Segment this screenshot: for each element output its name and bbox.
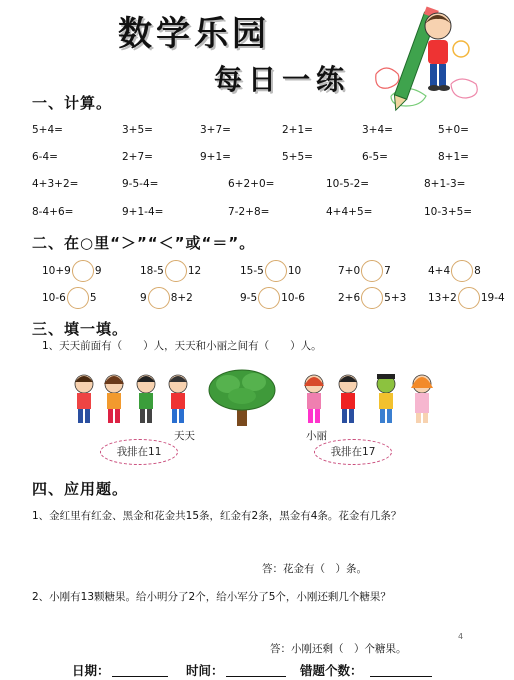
compare-right: 5+3	[384, 292, 407, 304]
answer-circle[interactable]	[265, 260, 287, 282]
answer-circle[interactable]	[67, 287, 89, 309]
calc-item: 8-4+6=	[32, 206, 74, 218]
page-title: 数学乐园	[118, 14, 270, 54]
compare-left: 9-5	[240, 292, 258, 304]
boy-with-pencil-illustration	[356, 4, 506, 116]
calc-item: 6+2+0=	[228, 178, 275, 190]
word-problem-2: 2、小刚有13颗糖果。给小明分了2个，给小军分了5个，小刚还剩几个糖果？	[32, 591, 391, 603]
calc-item: 8+1=	[438, 151, 469, 163]
answer-circle[interactable]	[451, 260, 473, 282]
compare-right: 9	[94, 265, 102, 277]
compare-left: 15-5	[240, 265, 264, 277]
section1-heading: 一、计算。	[32, 94, 113, 112]
calc-item: 4+3+2=	[32, 178, 79, 190]
calc-item: 6-5=	[362, 151, 388, 163]
compare-right: 7	[384, 265, 391, 277]
compare-item	[240, 287, 305, 309]
compare-item	[42, 260, 102, 282]
answer-1: 答：花金有（ ）条。	[262, 563, 367, 575]
answer-circle[interactable]	[458, 287, 480, 309]
compare-right: 10-6	[281, 292, 305, 304]
answer-circle[interactable]	[361, 260, 383, 282]
label-tiantian: 天天	[174, 430, 195, 442]
answer-circle[interactable]	[361, 287, 383, 309]
calc-item: 3+7=	[200, 124, 231, 136]
footer-errors-blank[interactable]	[370, 661, 432, 677]
page-subtitle: 每日一练	[214, 63, 351, 96]
calc-item: 10-3+5=	[424, 206, 473, 218]
answer-circle[interactable]	[165, 260, 187, 282]
compare-item	[428, 287, 505, 309]
calc-item: 3+5=	[122, 124, 153, 136]
answer-circle[interactable]	[72, 260, 94, 282]
calc-item: 6-4=	[32, 151, 58, 163]
footer-errors-label: 错题个数：	[300, 663, 363, 678]
calc-item: 9+1=	[200, 151, 231, 163]
compare-right: 5	[89, 292, 97, 304]
compare-left: 4+4	[428, 265, 451, 277]
footer-date-blank[interactable]	[112, 661, 168, 677]
compare-left: 9	[140, 292, 147, 304]
compare-item	[240, 260, 301, 282]
compare-item	[428, 260, 481, 282]
compare-right: 8	[474, 265, 481, 277]
calc-item: 8+1-3=	[424, 178, 466, 190]
compare-left: 7+0	[338, 265, 361, 277]
answer-2: 答：小刚还剩（ ）个糖果。	[270, 643, 407, 655]
section2-heading: 二、在○里“＞”“＜”或“＝”。	[32, 234, 256, 252]
calc-item: 7-2+8=	[228, 206, 270, 218]
queue-question: 1、天天前面有（ ）人，天天和小丽之间有（ ）人。	[42, 340, 322, 352]
calc-item: 2+7=	[122, 151, 153, 163]
compare-right: 10	[287, 265, 302, 277]
calc-item: 5+5=	[282, 151, 313, 163]
speech-bubble-left: 我排在11	[100, 439, 178, 465]
footer-date-label: 日期：	[72, 663, 110, 678]
compare-left: 10-6	[42, 292, 66, 304]
kids-right-illustration	[300, 372, 440, 428]
compare-item	[42, 287, 97, 309]
compare-item	[338, 287, 406, 309]
calc-item: 9+1-4=	[122, 206, 164, 218]
word-problem-1: 1、金红里有红金、黑金和花金共15条，红金有2条，黑金有4条。花金有几条？	[32, 510, 402, 522]
footer-time-label: 时间：	[186, 663, 224, 678]
compare-left: 18-5	[140, 265, 164, 277]
speech-bubble-right: 我排在17	[314, 439, 392, 465]
calc-item: 5+4=	[32, 124, 63, 136]
calc-item: 5+0=	[438, 124, 469, 136]
compare-left: 10+9	[42, 265, 71, 277]
footer-time-blank[interactable]	[226, 661, 286, 677]
section4-heading: 四、应用题。	[32, 480, 129, 498]
compare-left: 13+2	[428, 292, 457, 304]
calc-item: 2+1=	[282, 124, 313, 136]
answer-circle[interactable]	[258, 287, 280, 309]
compare-item	[140, 260, 201, 282]
compare-item	[140, 287, 193, 309]
label-xiaoli: 小丽	[306, 430, 327, 442]
calc-item: 4+4+5=	[326, 206, 373, 218]
compare-right: 12	[187, 265, 202, 277]
tree-illustration	[206, 366, 278, 428]
compare-right: 19-4	[480, 292, 505, 304]
section3-heading: 三、填一填。	[32, 320, 129, 338]
calc-item: 3+4=	[362, 124, 393, 136]
kids-left-illustration	[70, 372, 200, 428]
compare-item	[338, 260, 391, 282]
calc-item: 9-5-4=	[122, 178, 159, 190]
answer-circle[interactable]	[148, 287, 170, 309]
page-number: 4	[458, 632, 464, 641]
compare-left: 2+6	[338, 292, 361, 304]
calc-item: 10-5-2=	[326, 178, 370, 190]
compare-right: 8+2	[170, 292, 193, 304]
